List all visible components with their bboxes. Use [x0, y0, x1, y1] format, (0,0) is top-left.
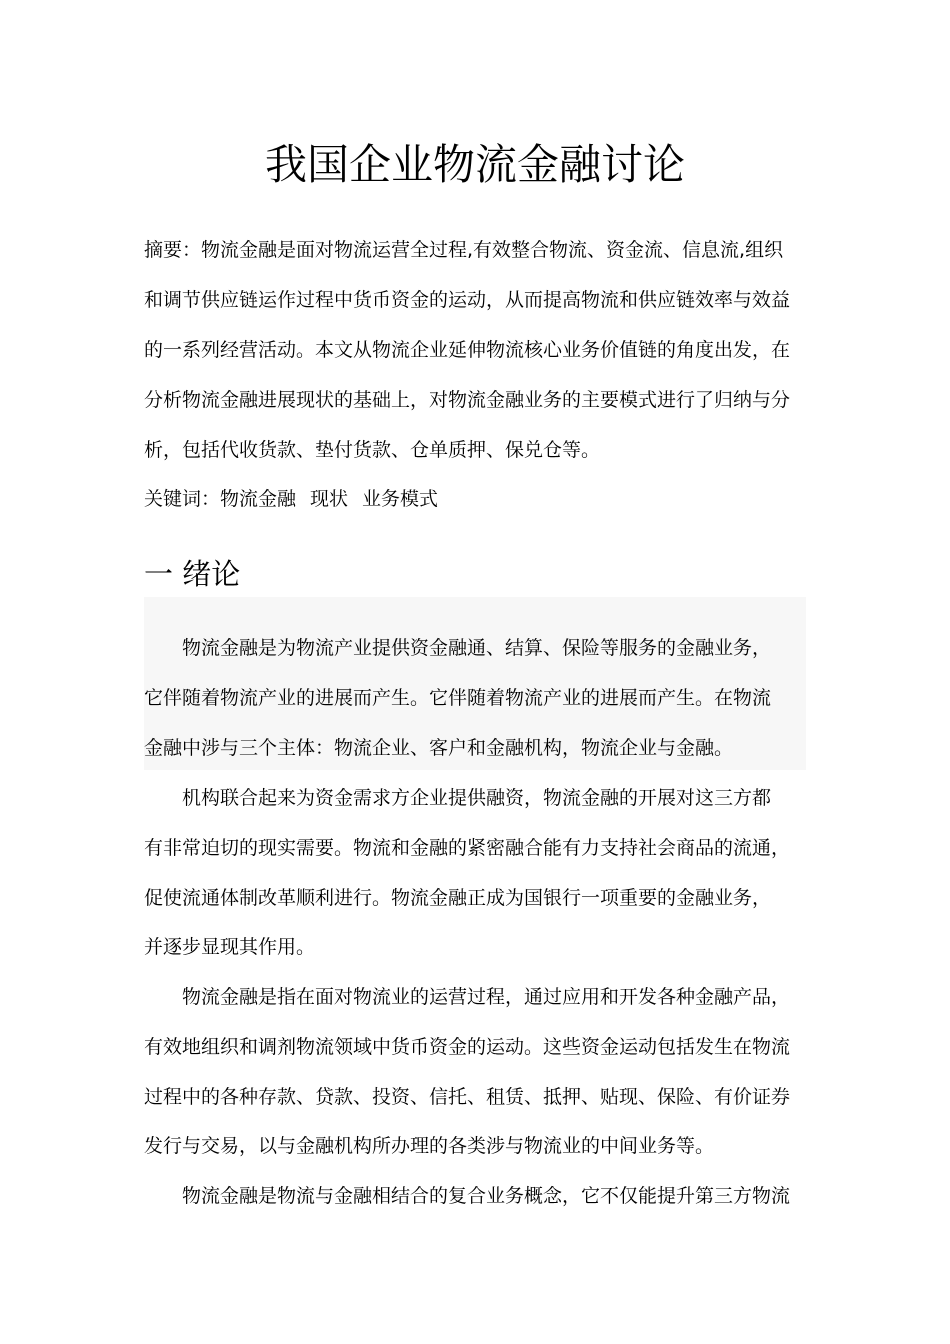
abstract-line: 分析物流金融进展现状的基础上，对物流金融业务的主要模式进行了归纳与分 — [144, 389, 791, 411]
paragraph-line: 过程中的各种存款、贷款、投资、信托、租赁、抵押、贴现、保险、有价证券 — [144, 1086, 791, 1108]
paragraph-line: 机构联合起来为资金需求方企业提供融资，物流金融的开展对这三方都 — [182, 787, 772, 809]
paragraph-line: 物流金融是为物流产业提供资金融通、结算、保险等服务的金融业务， — [182, 637, 772, 659]
paragraph-line: 有非常迫切的现实需要。物流和金融的紧密融合能有力支持社会商品的流通， — [144, 837, 791, 859]
keyword: 业务模式 — [362, 488, 439, 510]
paragraph-line: 物流金融是指在面对物流业的运营过程，通过应用和开发各种金融产品， — [182, 986, 791, 1008]
paragraph-line: 物流金融是物流与金融相结合的复合业务概念，它不仅能提升第三方物流 — [182, 1185, 791, 1207]
keyword: 现状 — [310, 488, 349, 510]
keywords-line — [144, 487, 438, 511]
paragraph-line: 有效地组织和调剂物流领域中货币资金的运动。这些资金运动包括发生在物流 — [144, 1036, 791, 1058]
keywords-label: 关键词： — [144, 488, 221, 510]
section-heading: 一 绪论 — [144, 557, 241, 591]
abstract-line: 摘要：物流金融是面对物流运营全过程,有效整合物流、资金流、信息流,组织 — [144, 239, 784, 261]
paragraph-line: 它伴随着物流产业的进展而产生。它伴随着物流产业的进展而产生。在物流 — [144, 687, 772, 709]
abstract-line: 和调节供应链运作过程中货币资金的运动，从而提高物流和供应链效率与效益 — [144, 289, 791, 311]
abstract-line: 析，包括代收货款、垫付货款、仓单质押、保兑仓等。 — [144, 439, 601, 461]
paragraph-line: 发行与交易，以与金融机构所办理的各类涉与物流业的中间业务等。 — [144, 1135, 715, 1157]
keyword: 物流金融 — [220, 488, 297, 510]
abstract-line: 的一系列经营活动。本文从物流企业延伸物流核心业务价值链的角度出发，在 — [144, 339, 791, 361]
paragraph-line: 促使流通体制改革顺利进行。物流金融正成为国银行一项重要的金融业务， — [144, 887, 772, 909]
document-title: 我国企业物流金融讨论 — [264, 140, 685, 189]
paragraph-line: 金融中涉与三个主体：物流企业、客户和金融机构，物流企业与金融。 — [144, 737, 734, 759]
paragraph-line: 并逐步显现其作用。 — [144, 936, 316, 958]
